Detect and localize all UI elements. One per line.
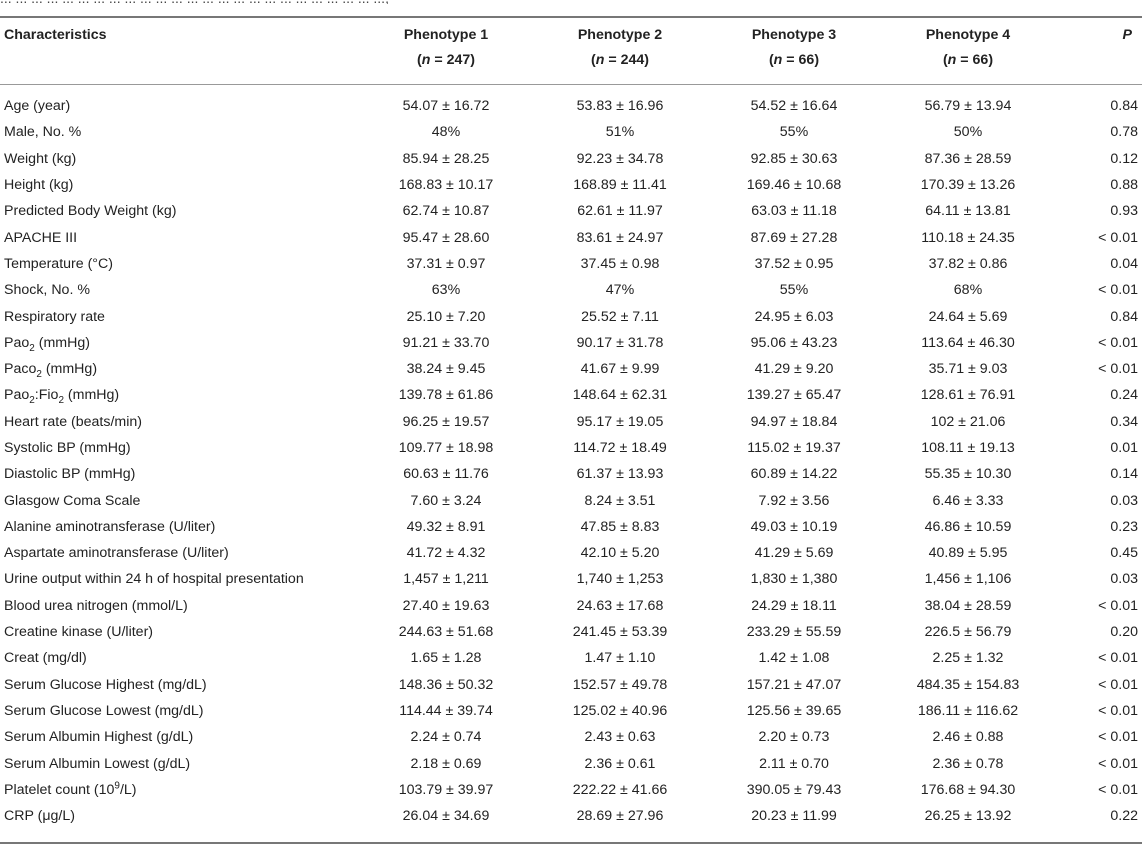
cell-p-value: < 0.01: [1098, 361, 1138, 378]
cell-phenotype-3: 233.29 ± 55.59: [746, 624, 842, 641]
row-label: Serum Albumin Lowest (g/dL): [4, 755, 191, 772]
cell-phenotype-4: 2.36 ± 0.78: [932, 755, 1004, 772]
cell-phenotype-1: 2.18 ± 0.69: [410, 755, 482, 772]
cell-phenotype-2: 222.22 ± 41.66: [572, 781, 668, 798]
cell-p-value: 0.20: [1110, 624, 1138, 641]
cell-p-value: 0.34: [1110, 413, 1138, 430]
cell-phenotype-4: 110.18 ± 24.35: [921, 229, 1015, 246]
row-label: Blood urea nitrogen (mmol/L): [4, 597, 188, 614]
cell-phenotype-2: 2.43 ± 0.63: [584, 729, 656, 746]
cell-phenotype-1: 2.24 ± 0.74: [410, 729, 482, 746]
row-label: Height (kg): [4, 177, 74, 194]
cell-phenotype-4: 68%: [953, 282, 983, 299]
table-row: [0, 487, 1142, 513]
row-label: CRP (μg/L): [4, 808, 75, 825]
table-row: [0, 251, 1142, 277]
header-phenotype-1-n: (n = 247): [417, 52, 475, 68]
cell-phenotype-2: 95.17 ± 19.05: [576, 413, 664, 430]
cell-p-value: 0.03: [1110, 492, 1138, 509]
cell-phenotype-4: 113.64 ± 46.30: [921, 334, 1015, 351]
cell-phenotype-3: 95.06 ± 43.23: [750, 334, 838, 351]
cell-phenotype-2: 62.61 ± 11.97: [577, 203, 663, 220]
row-label: Pao$_2$ (mmHg): [4, 334, 90, 354]
header-phenotype-4: [880, 17, 1056, 84]
table-row: [0, 672, 1142, 698]
table-row: [0, 645, 1142, 671]
cell-phenotype-2: 47%: [605, 282, 635, 299]
cell-phenotype-1: 54.07 ± 16.72: [402, 98, 490, 115]
cell-phenotype-2: 42.10 ± 5.20: [580, 545, 660, 562]
table-bottom-rule: [0, 842, 1142, 844]
cell-phenotype-4: 35.71 ± 9.03: [928, 361, 1008, 378]
table-body: [0, 84, 1142, 829]
cell-phenotype-3: 94.97 ± 18.84: [750, 413, 838, 430]
header-phenotype-2-title: Phenotype 2: [577, 27, 663, 43]
cell-p-value: < 0.01: [1098, 650, 1138, 667]
header-phenotype-1: [360, 17, 532, 84]
cell-phenotype-4: 26.25 ± 13.92: [924, 808, 1012, 825]
cell-p-value: 0.24: [1110, 387, 1138, 404]
table-row: [0, 750, 1142, 776]
cell-phenotype-1: 63%: [431, 282, 461, 299]
table-row: [0, 146, 1142, 172]
cell-phenotype-4: 37.82 ± 0.86: [928, 255, 1008, 272]
cell-phenotype-1: 96.25 ± 19.57: [402, 413, 490, 430]
cell-phenotype-3: 55%: [779, 124, 809, 141]
cell-phenotype-3: 1.42 ± 1.08: [758, 650, 830, 667]
cell-phenotype-3: 1,830 ± 1,380: [750, 571, 838, 588]
cell-phenotype-3: 157.21 ± 47.07: [746, 676, 842, 693]
cell-phenotype-4: 56.79 ± 13.94: [924, 98, 1012, 115]
cell-phenotype-3: 60.89 ± 14.22: [750, 466, 838, 483]
header-phenotype-3-n: (n = 66): [768, 52, 820, 68]
table-row: [0, 540, 1142, 566]
table-row: [0, 777, 1142, 803]
cell-phenotype-2: 8.24 ± 3.51: [584, 492, 656, 509]
cell-phenotype-3: 2.11 ± 0.70: [759, 755, 829, 772]
cell-phenotype-2: 1.47 ± 1.10: [584, 650, 656, 667]
cell-p-value: 0.14: [1110, 466, 1138, 483]
cell-phenotype-4: 2.46 ± 0.88: [932, 729, 1004, 746]
row-label: Diastolic BP (mmHg): [4, 466, 136, 483]
cell-phenotype-1: 49.32 ± 8.91: [406, 518, 486, 535]
header-phenotype-1-title: Phenotype 1: [403, 27, 489, 43]
cell-phenotype-1: 1,457 ± 1,211: [403, 571, 489, 588]
cell-phenotype-4: 50%: [953, 124, 983, 141]
row-label: Systolic BP (mmHg): [4, 440, 131, 456]
cell-phenotype-1: 109.77 ± 18.98: [398, 440, 494, 456]
cell-phenotype-3: 55%: [779, 282, 809, 299]
cell-p-value: < 0.01: [1098, 781, 1138, 798]
cell-p-value: < 0.01: [1098, 755, 1138, 772]
row-label: APACHE III: [4, 229, 78, 246]
cell-phenotype-4: 2.25 ± 1.32: [932, 650, 1004, 667]
row-label: Platelet count $(10^9/L)$: [4, 780, 137, 798]
cell-phenotype-2: 37.45 ± 0.98: [580, 255, 660, 272]
header-phenotype-3: [708, 17, 880, 84]
table-row: [0, 514, 1142, 540]
table-row: [0, 119, 1142, 145]
cell-phenotype-1: 103.79 ± 39.97: [398, 781, 494, 798]
table-row: [0, 330, 1142, 356]
row-label: Creat (mg/dl): [4, 650, 87, 667]
cell-phenotype-4: 186.11 ± 116.62: [917, 702, 1019, 719]
cell-phenotype-1: 7.60 ± 3.24: [410, 492, 482, 509]
row-label: Creatine kinase (U/liter): [4, 624, 154, 641]
cell-phenotype-2: 83.61 ± 24.97: [576, 229, 664, 246]
row-label: Shock, No. %: [4, 282, 90, 299]
table-row: [0, 435, 1142, 461]
cell-phenotype-4: 484.35 ± 154.83: [916, 676, 1020, 693]
header-phenotype-3-title: Phenotype 3: [751, 27, 837, 43]
cell-p-value: 0.03: [1110, 571, 1138, 588]
cell-phenotype-3: 125.56 ± 39.65: [746, 702, 842, 719]
table-row: [0, 277, 1142, 303]
table-row: [0, 303, 1142, 329]
cell-phenotype-2: 61.37 ± 13.93: [576, 466, 664, 483]
cell-phenotype-1: 114.44 ± 39.74: [399, 702, 493, 719]
cell-phenotype-4: 40.89 ± 5.95: [928, 545, 1008, 562]
cell-phenotype-3: 169.46 ± 10.68: [746, 177, 842, 194]
cell-phenotype-2: 125.02 ± 40.96: [572, 702, 668, 719]
cell-phenotype-3: 37.52 ± 0.95: [754, 255, 834, 272]
cell-p-value: < 0.01: [1098, 282, 1138, 299]
cell-phenotype-3: 63.03 ± 11.18: [751, 203, 837, 220]
cell-phenotype-1: 37.31 ± 0.97: [406, 255, 486, 272]
cell-phenotype-4: 87.36 ± 28.59: [924, 150, 1012, 167]
cell-phenotype-2: 241.45 ± 53.39: [572, 624, 668, 641]
header-phenotype-4-title: Phenotype 4: [925, 27, 1011, 43]
cell-phenotype-3: 87.69 ± 27.28: [750, 229, 838, 246]
row-label: Male, No. %: [4, 124, 82, 141]
row-label: Serum Albumin Highest (g/dL): [4, 729, 194, 746]
cell-p-value: 0.22: [1110, 808, 1138, 825]
cell-p-value: < 0.01: [1098, 729, 1138, 746]
cell-phenotype-2: 90.17 ± 31.78: [576, 334, 664, 351]
cell-phenotype-3: 2.20 ± 0.73: [758, 729, 830, 746]
row-label: Serum Glucose Lowest (mg/dL): [4, 702, 204, 719]
cell-phenotype-3: 24.29 ± 18.11: [751, 597, 837, 614]
cell-phenotype-1: 91.21 ± 33.70: [402, 334, 490, 351]
table-row: [0, 698, 1142, 724]
cell-p-value: < 0.01: [1098, 334, 1138, 351]
cell-phenotype-4: 24.64 ± 5.69: [928, 308, 1008, 325]
row-label: Serum Glucose Highest (mg/dL): [4, 676, 207, 693]
cell-phenotype-2: 114.72 ± 18.49: [573, 440, 667, 456]
header-characteristics: Characteristics: [4, 27, 107, 43]
cell-p-value: 0.23: [1110, 518, 1138, 535]
table-row: [0, 593, 1142, 619]
table-row: [0, 198, 1142, 224]
cell-p-value: 0.84: [1110, 308, 1138, 325]
cell-phenotype-1: 95.47 ± 28.60: [402, 229, 490, 246]
cell-phenotype-2: 28.69 ± 27.96: [576, 808, 664, 825]
cell-p-value: 0.01: [1110, 440, 1138, 456]
header-p-value: P: [1122, 27, 1132, 43]
row-label: Glasgow Coma Scale: [4, 492, 141, 509]
cell-phenotype-4: 64.11 ± 13.81: [925, 203, 1011, 220]
cell-phenotype-2: 41.67 ± 9.99: [580, 361, 660, 378]
cell-phenotype-3: 54.52 ± 16.64: [750, 98, 838, 115]
cell-phenotype-4: 6.46 ± 3.33: [932, 492, 1004, 509]
cell-phenotype-4: 108.11 ± 19.13: [921, 440, 1015, 456]
row-label: Weight (kg): [4, 150, 77, 167]
cell-p-value: 0.93: [1110, 203, 1138, 220]
cell-phenotype-3: 49.03 ± 10.19: [750, 518, 838, 535]
table-row: [0, 461, 1142, 487]
cell-p-value: 0.78: [1110, 124, 1138, 141]
cell-phenotype-1: 244.63 ± 51.68: [398, 624, 494, 641]
cell-phenotype-2: 152.57 ± 49.78: [572, 676, 668, 693]
table-row: [0, 409, 1142, 435]
row-label: Pao$_2$:Fio$_2$ (mmHg): [4, 387, 120, 407]
cell-p-value: 0.12: [1110, 150, 1138, 167]
cell-p-value: 0.04: [1110, 255, 1138, 272]
table-row: [0, 382, 1142, 408]
cell-phenotype-2: 92.23 ± 34.78: [576, 150, 664, 167]
cell-phenotype-4: 38.04 ± 28.59: [924, 597, 1012, 614]
table-row: [0, 619, 1142, 645]
cell-phenotype-1: 26.04 ± 34.69: [402, 808, 490, 825]
row-label: Respiratory rate: [4, 308, 105, 325]
cell-phenotype-1: 38.24 ± 9.45: [406, 361, 486, 378]
table-row: [0, 566, 1142, 592]
cell-phenotype-2: 24.63 ± 17.68: [576, 597, 664, 614]
row-label: Age (year): [4, 98, 71, 115]
cell-phenotype-3: 20.23 ± 11.99: [751, 808, 837, 825]
cell-phenotype-2: 25.52 ± 7.11: [581, 308, 659, 325]
header-phenotype-2: [532, 17, 708, 84]
cell-phenotype-2: 168.89 ± 11.41: [573, 177, 667, 194]
cell-p-value: < 0.01: [1098, 702, 1138, 719]
cell-phenotype-3: 390.05 ± 79.43: [746, 781, 842, 798]
cell-phenotype-2: 2.36 ± 0.61: [584, 755, 656, 772]
cell-phenotype-3: 41.29 ± 9.20: [754, 361, 834, 378]
header-phenotype-4-n: (n = 66): [942, 52, 994, 68]
cell-phenotype-1: 139.78 ± 61.86: [398, 387, 494, 404]
characteristics-table: [0, 17, 1142, 829]
cell-phenotype-1: 1.65 ± 1.28: [410, 650, 482, 667]
cell-phenotype-4: 128.61 ± 76.91: [920, 387, 1016, 404]
table-row: [0, 224, 1142, 250]
cell-phenotype-4: 176.68 ± 94.30: [920, 781, 1016, 798]
cell-phenotype-4: 102 ± 21.06: [930, 413, 1006, 430]
row-label: Temperature (°C): [4, 255, 113, 272]
cell-phenotype-4: 1,456 ± 1,106: [924, 571, 1012, 588]
cell-phenotype-1: 41.72 ± 4.32: [406, 545, 486, 562]
table-row: [0, 84, 1142, 119]
cell-phenotype-1: 60.63 ± 11.76: [403, 466, 489, 483]
cell-phenotype-3: 41.29 ± 5.69: [754, 545, 834, 562]
table-row: [0, 724, 1142, 750]
cell-phenotype-1: 48%: [431, 124, 461, 141]
cell-phenotype-4: 170.39 ± 13.26: [920, 177, 1016, 194]
table-row: [0, 803, 1142, 829]
header-phenotype-2-n: (n = 244): [591, 52, 649, 68]
cell-p-value: < 0.01: [1098, 229, 1138, 246]
header-row: [0, 17, 1142, 84]
cell-phenotype-1: 148.36 ± 50.32: [398, 676, 494, 693]
cell-phenotype-4: 226.5 ± 56.79: [924, 624, 1012, 641]
cell-phenotype-4: 55.35 ± 10.30: [924, 466, 1012, 483]
cell-phenotype-1: 25.10 ± 7.20: [406, 308, 486, 325]
table-row: [0, 356, 1142, 382]
row-label: Alanine aminotransferase (U/liter): [4, 518, 216, 535]
cell-phenotype-1: 27.40 ± 19.63: [402, 597, 490, 614]
row-label: Paco$_2$ (mmHg): [4, 361, 98, 380]
cell-p-value: 0.45: [1110, 545, 1138, 562]
row-label: Aspartate aminotransferase (U/liter): [4, 545, 229, 562]
row-label: Urine output within 24 h of hospital presentation: [4, 571, 304, 588]
cell-phenotype-3: 92.85 ± 30.63: [750, 150, 838, 167]
cell-p-value: < 0.01: [1098, 597, 1138, 614]
cell-phenotype-2: 53.83 ± 16.96: [576, 98, 664, 115]
cell-phenotype-1: 168.83 ± 10.17: [398, 177, 494, 194]
table-row: [0, 172, 1142, 198]
caption-fragment: [0, 0, 1142, 4]
cell-phenotype-3: 115.02 ± 19.37: [747, 440, 841, 456]
row-label: Predicted Body Weight (kg): [4, 203, 177, 220]
cell-phenotype-3: 139.27 ± 65.47: [746, 387, 842, 404]
cell-phenotype-2: 47.85 ± 8.83: [580, 518, 660, 535]
cell-p-value: 0.88: [1110, 177, 1138, 194]
cell-phenotype-3: 7.92 ± 3.56: [758, 492, 830, 509]
cell-phenotype-1: 85.94 ± 28.25: [402, 150, 490, 167]
cell-phenotype-2: 148.64 ± 62.31: [572, 387, 668, 404]
cell-p-value: 0.84: [1110, 98, 1138, 115]
cell-phenotype-2: 51%: [605, 124, 635, 141]
cell-p-value: < 0.01: [1098, 676, 1138, 693]
row-label: Heart rate (beats/min): [4, 413, 142, 430]
cell-phenotype-2: 1,740 ± 1,253: [576, 571, 664, 588]
cell-phenotype-3: 24.95 ± 6.03: [754, 308, 834, 325]
cell-phenotype-4: 46.86 ± 10.59: [924, 518, 1012, 535]
cell-phenotype-1: 62.74 ± 10.87: [402, 203, 490, 220]
